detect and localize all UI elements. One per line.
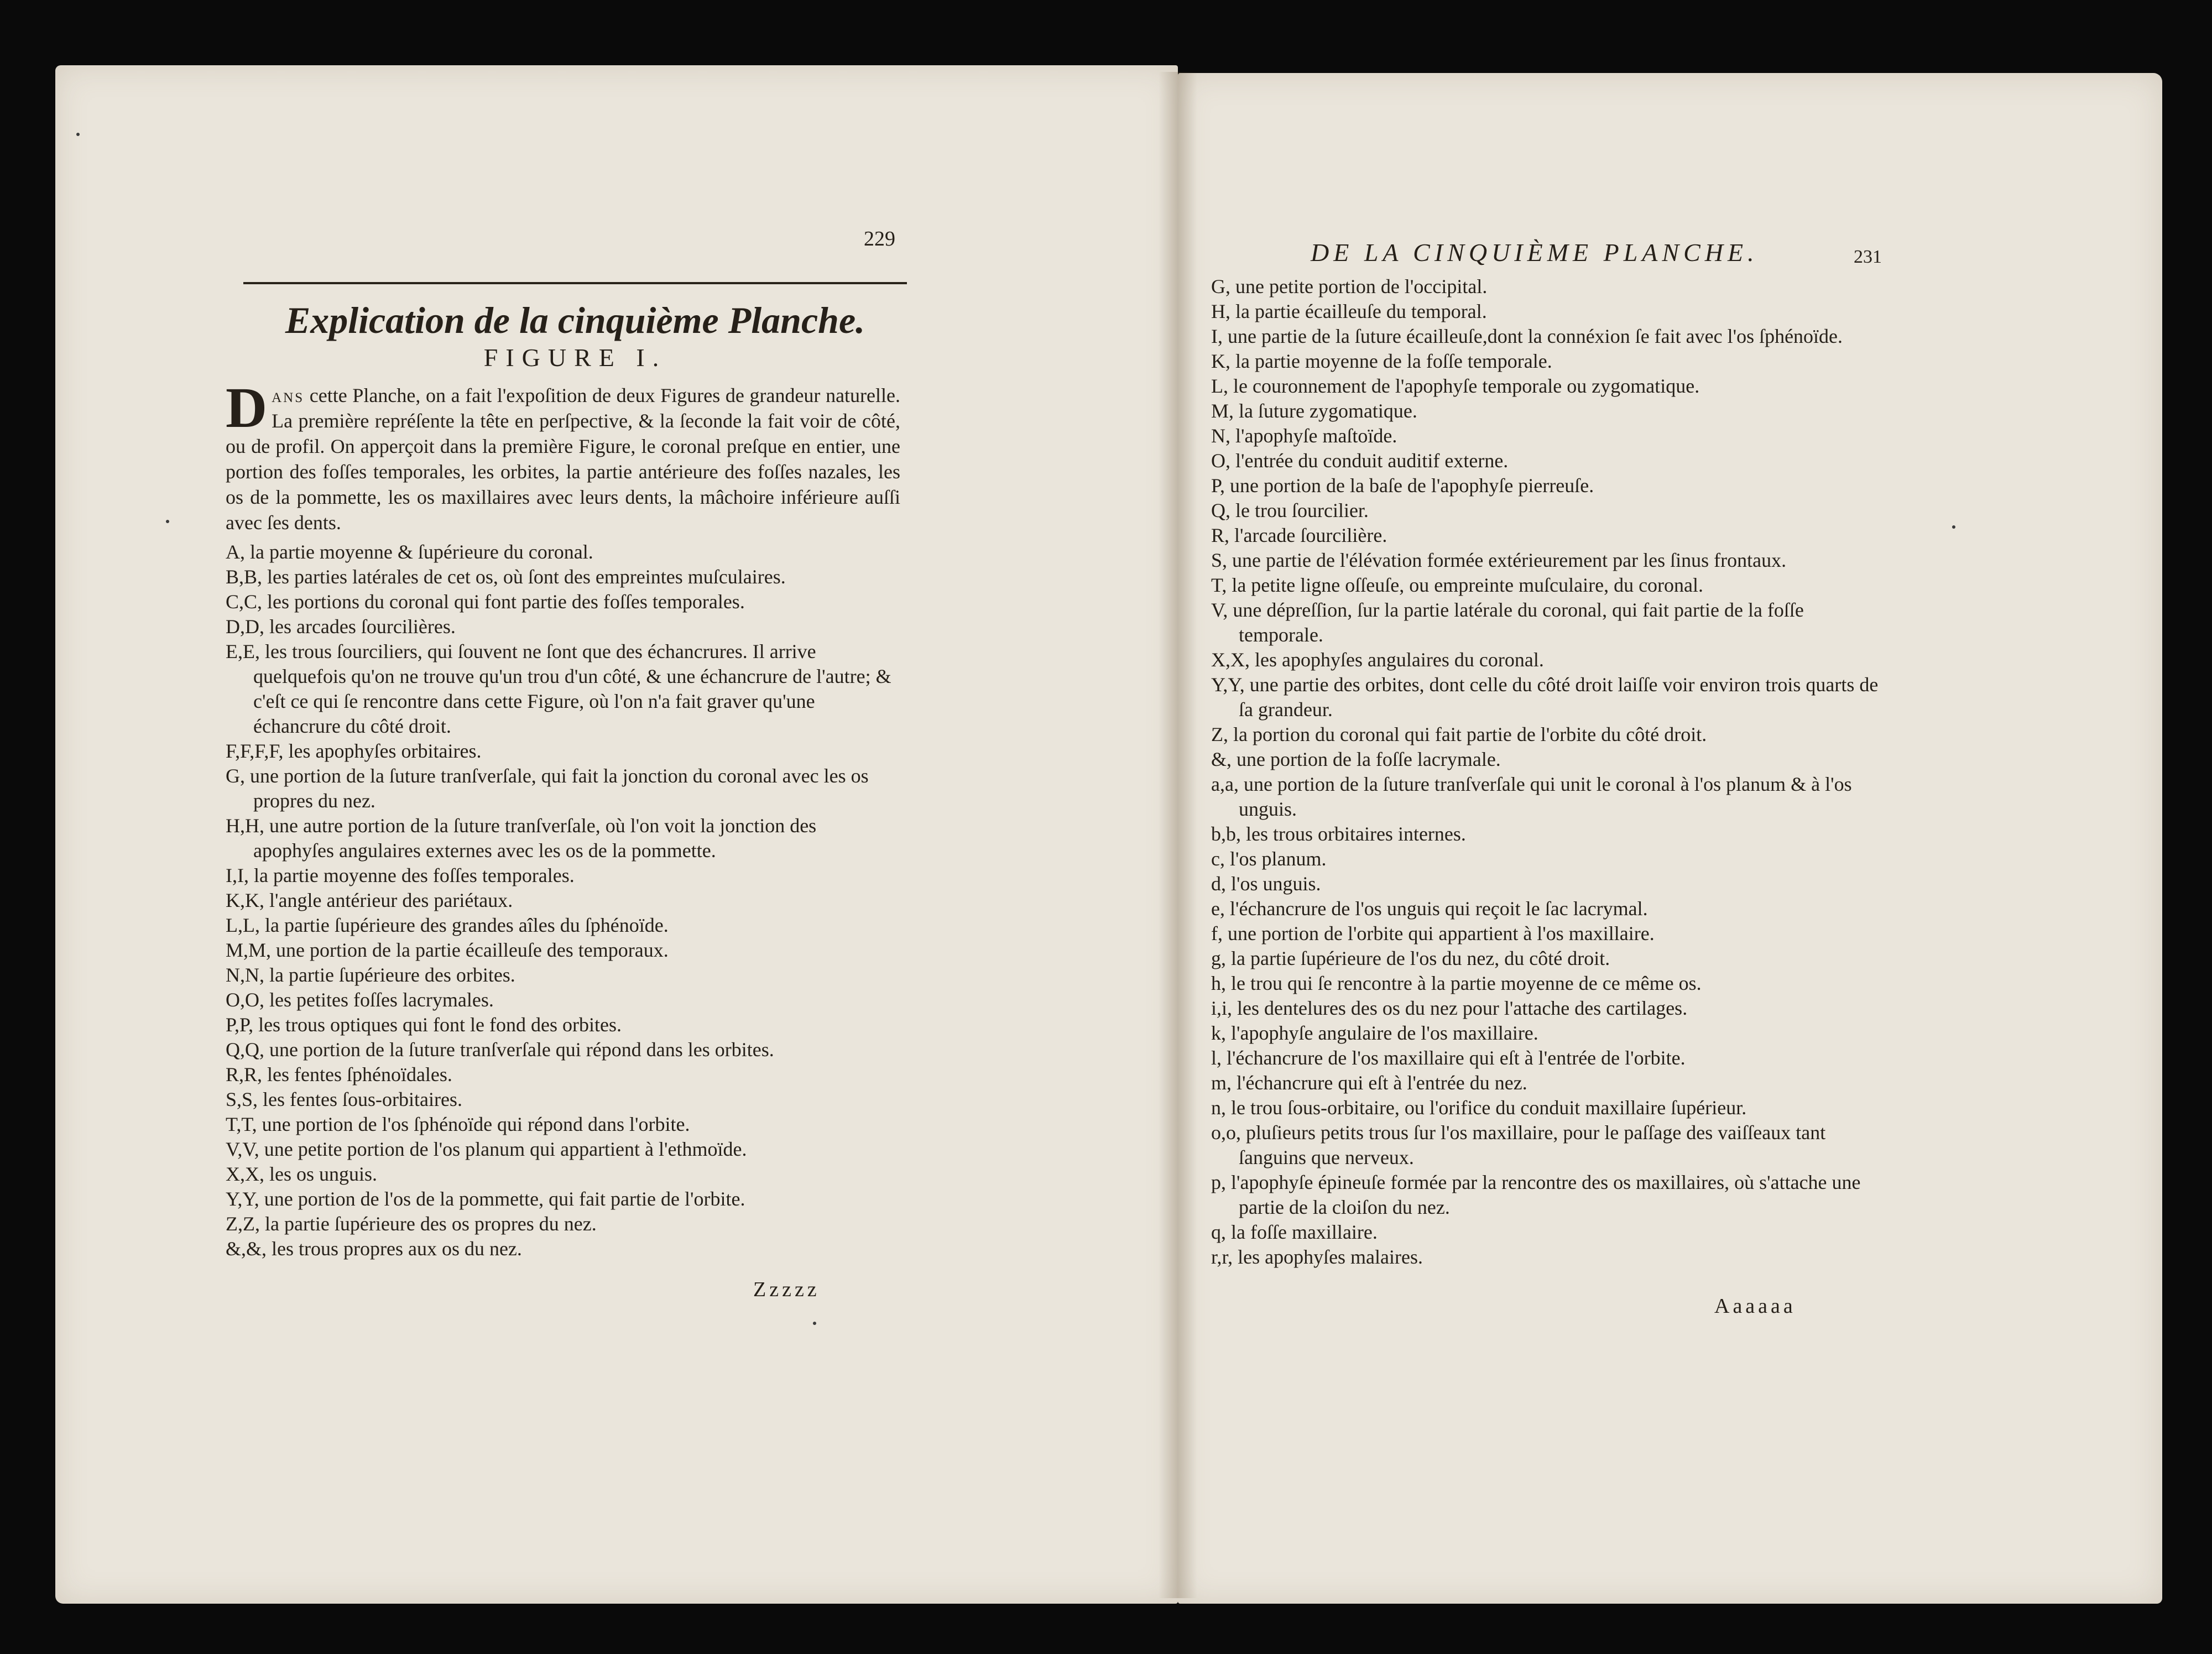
legend-entry: M, la ſuture zygomatique.	[1211, 400, 1417, 422]
book-gutter	[1159, 72, 1197, 1598]
legend-entry: T,T, une portion de l'os ſphénoïde qui répond dans l'orbite.	[226, 1113, 690, 1135]
legend-entry: n, le trou ſous-orbitaire, ou l'orifice du conduit maxillaire ſupérieur.	[1211, 1097, 1747, 1119]
legend-entry: S, une partie de l'élévation formée extérieurement par les ſinus frontaux.	[1211, 549, 1787, 571]
legend-entry: Y,Y, une portion de l'os de la pommette, qui fait partie de l'orbite.	[226, 1188, 745, 1210]
right-legend-list	[1211, 274, 1891, 1270]
dust-speck	[166, 520, 169, 523]
legend-entry: &, une portion de la foſſe lacrymale.	[1211, 748, 1501, 770]
legend-entry: k, l'apophyſe angulaire de l'os maxillaire.	[1211, 1022, 1538, 1044]
left-page-number: 229	[864, 227, 895, 251]
legend-entry: X,X, les os unguis.	[226, 1163, 378, 1185]
legend-entry: &,&, les trous propres aux os du nez.	[226, 1238, 522, 1260]
legend-entry: m, l'échancrure qui eſt à l'entrée du nez.	[1211, 1072, 1527, 1094]
legend-entry: r,r, les apophyſes malaires.	[1211, 1246, 1423, 1268]
legend-entry: e, l'échancrure de l'os unguis qui reçoit le ſac lacrymal.	[1211, 898, 1648, 920]
legend-entry: q, la foſſe maxillaire.	[1211, 1221, 1378, 1243]
legend-entry: K,K, l'angle antérieur des pariétaux.	[226, 889, 513, 911]
running-header: DE LA CINQUIÈME PLANCHE.	[1311, 238, 1759, 267]
legend-entry: Y,Y, une partie des orbites, dont celle du côté droit laiſſe voir environ trois quarts de ſa grandeur.	[1211, 674, 1879, 721]
dust-speck	[76, 133, 80, 136]
legend-entry: H,H, une autre portion de la ſuture tranſverſale, où l'on voit la jonction des apophyſes angulaires externes avec les os de la pommette.	[226, 815, 817, 862]
legend-entry: V, une dépreſſion, ſur la partie latérale du coronal, qui fait partie de la foſſe temporale.	[1211, 599, 1804, 646]
legend-entry: X,X, les apophyſes angulaires du coronal.	[1211, 649, 1544, 671]
intro-paragraph	[226, 376, 900, 535]
legend-entry: G, une portion de la ſuture tranſverſale, qui fait la jonction du coronal avec les os propres du nez.	[226, 765, 869, 812]
page-title: Explication de la cinquième Planche.	[285, 299, 865, 341]
legend-entry: R,R, les fentes ſphénoïdales.	[226, 1063, 452, 1086]
right-page-number: 231	[1854, 247, 1882, 267]
legend-entry: N,N, la partie ſupérieure des orbites.	[226, 964, 515, 986]
legend-entry: Z,Z, la partie ſupérieure des os propres du nez.	[226, 1213, 597, 1235]
legend-entry: G, une petite portion de l'occipital.	[1211, 275, 1488, 298]
header-rule	[243, 282, 907, 284]
legend-entry: L,L, la partie ſupérieure des grandes aîles du ſphénoïde.	[226, 914, 669, 936]
legend-entry: F,F,F,F, les apophyſes orbitaires.	[226, 740, 482, 762]
legend-entry: D,D, les arcades ſourcilières.	[226, 615, 456, 638]
intro-smallcaps: ans	[272, 384, 305, 406]
legend-entry: Q, le trou ſourcilier.	[1211, 499, 1369, 521]
legend-entry: T, la petite ligne oſſeuſe, ou empreinte muſculaire, du coronal.	[1211, 574, 1704, 596]
legend-entry: I, une partie de la ſuture écailleuſe,dont la connéxion ſe fait avec l'os ſphénoïde.	[1211, 325, 1843, 347]
legend-entry: E,E, les trous ſourciliers, qui ſouvent ne ſont que des échancrures. Il arrive quelquefois qu'on ne trouve qu'un trou d'un côté, & une échancrure de l'autre; & c'eſt ce qui ſe rencontre dans cette Figure, où l'on n'a fait graver qu'une échancrure du côté droit.	[226, 640, 891, 737]
dust-speck	[1952, 525, 1955, 529]
legend-entry: K, la partie moyenne de la foſſe temporale.	[1211, 350, 1552, 372]
left-catchword: Zzzzz	[753, 1278, 820, 1301]
dust-speck	[813, 1322, 816, 1325]
legend-entry: M,M, une portion de la partie écailleuſe des temporaux.	[226, 939, 669, 961]
legend-entry: a,a, une portion de la ſuture tranſverſale qui unit le coronal à l'os planum & à l'os unguis.	[1211, 773, 1852, 820]
drop-cap: D	[226, 376, 268, 440]
legend-entry: A, la partie moyenne & ſupérieure du coronal.	[226, 541, 593, 563]
legend-entry: N, l'apophyſe maſtoïde.	[1211, 425, 1397, 447]
legend-entry: O,O, les petites foſſes lacrymales.	[226, 989, 494, 1011]
legend-entry: i,i, les dentelures des os du nez pour l'attache des cartilages.	[1211, 997, 1688, 1019]
legend-entry: c, l'os planum.	[1211, 848, 1327, 870]
legend-entry: S,S, les fentes ſous-orbitaires.	[226, 1088, 462, 1110]
legend-entry: Q,Q, une portion de la ſuture tranſverſale qui répond dans les orbites.	[226, 1039, 774, 1061]
legend-entry: L, le couronnement de l'apophyſe temporale ou zygomatique.	[1211, 375, 1700, 397]
left-legend-list	[226, 540, 900, 1261]
legend-entry: l, l'échancrure de l'os maxillaire qui eſt à l'entrée de l'orbite.	[1211, 1047, 1686, 1069]
legend-entry: Z, la portion du coronal qui fait partie de l'orbite du côté droit.	[1211, 723, 1707, 745]
legend-entry: g, la partie ſupérieure de l'os du nez, du côté droit.	[1211, 947, 1610, 969]
legend-entry: H, la partie écailleuſe du temporal.	[1211, 300, 1487, 322]
legend-entry: V,V, une petite portion de l'os planum qui appartient à l'ethmoïde.	[226, 1138, 747, 1160]
legend-entry: P,P, les trous optiques qui font le fond des orbites.	[226, 1014, 622, 1036]
legend-entry: O, l'entrée du conduit auditif externe.	[1211, 450, 1509, 472]
legend-entry: R, l'arcade ſourcilière.	[1211, 524, 1387, 546]
legend-entry: P, une portion de la baſe de l'apophyſe pierreuſe.	[1211, 474, 1594, 497]
right-catchword: Aaaaaa	[1714, 1295, 1796, 1318]
intro-text: cette Planche, on a fait l'expoſition de deux Figures de grandeur naturelle. La première repréſente la tête en perſpective, & la ſeconde la fait voir de côté, ou de profil. On apperçoit dans la première Figure, le coronal preſque en entier, une portion des foſſes temporales, les orbites, la partie antérieure des foſſes nazales, les os de la pommette, les os maxillaires avec leurs dents, la mâchoire inférieure auſſi avec ſes dents.	[226, 384, 900, 534]
legend-entry: d, l'os unguis.	[1211, 873, 1321, 895]
legend-entry: C,C, les portions du coronal qui font partie des foſſes temporales.	[226, 591, 745, 613]
legend-entry: I,I, la partie moyenne des foſſes temporales.	[226, 864, 575, 886]
legend-entry: f, une portion de l'orbite qui appartient à l'os maxillaire.	[1211, 922, 1655, 945]
legend-entry: B,B, les parties latérales de cet os, où ſont des empreintes muſculaires.	[226, 566, 786, 588]
legend-entry: b,b, les trous orbitaires internes.	[1211, 823, 1466, 845]
legend-entry: p, l'apophyſe épineuſe formée par la rencontre des os maxillaires, où s'attache une partie de la cloiſon du nez.	[1211, 1171, 1861, 1218]
legend-entry: o,o, pluſieurs petits trous ſur l'os maxillaire, pour le paſſage des vaiſſeaux tant ſanguins que nerveux.	[1211, 1121, 1826, 1168]
legend-entry: h, le trou qui ſe rencontre à la partie moyenne de ce même os.	[1211, 972, 1702, 994]
figure-label: FIGURE I.	[483, 343, 667, 372]
